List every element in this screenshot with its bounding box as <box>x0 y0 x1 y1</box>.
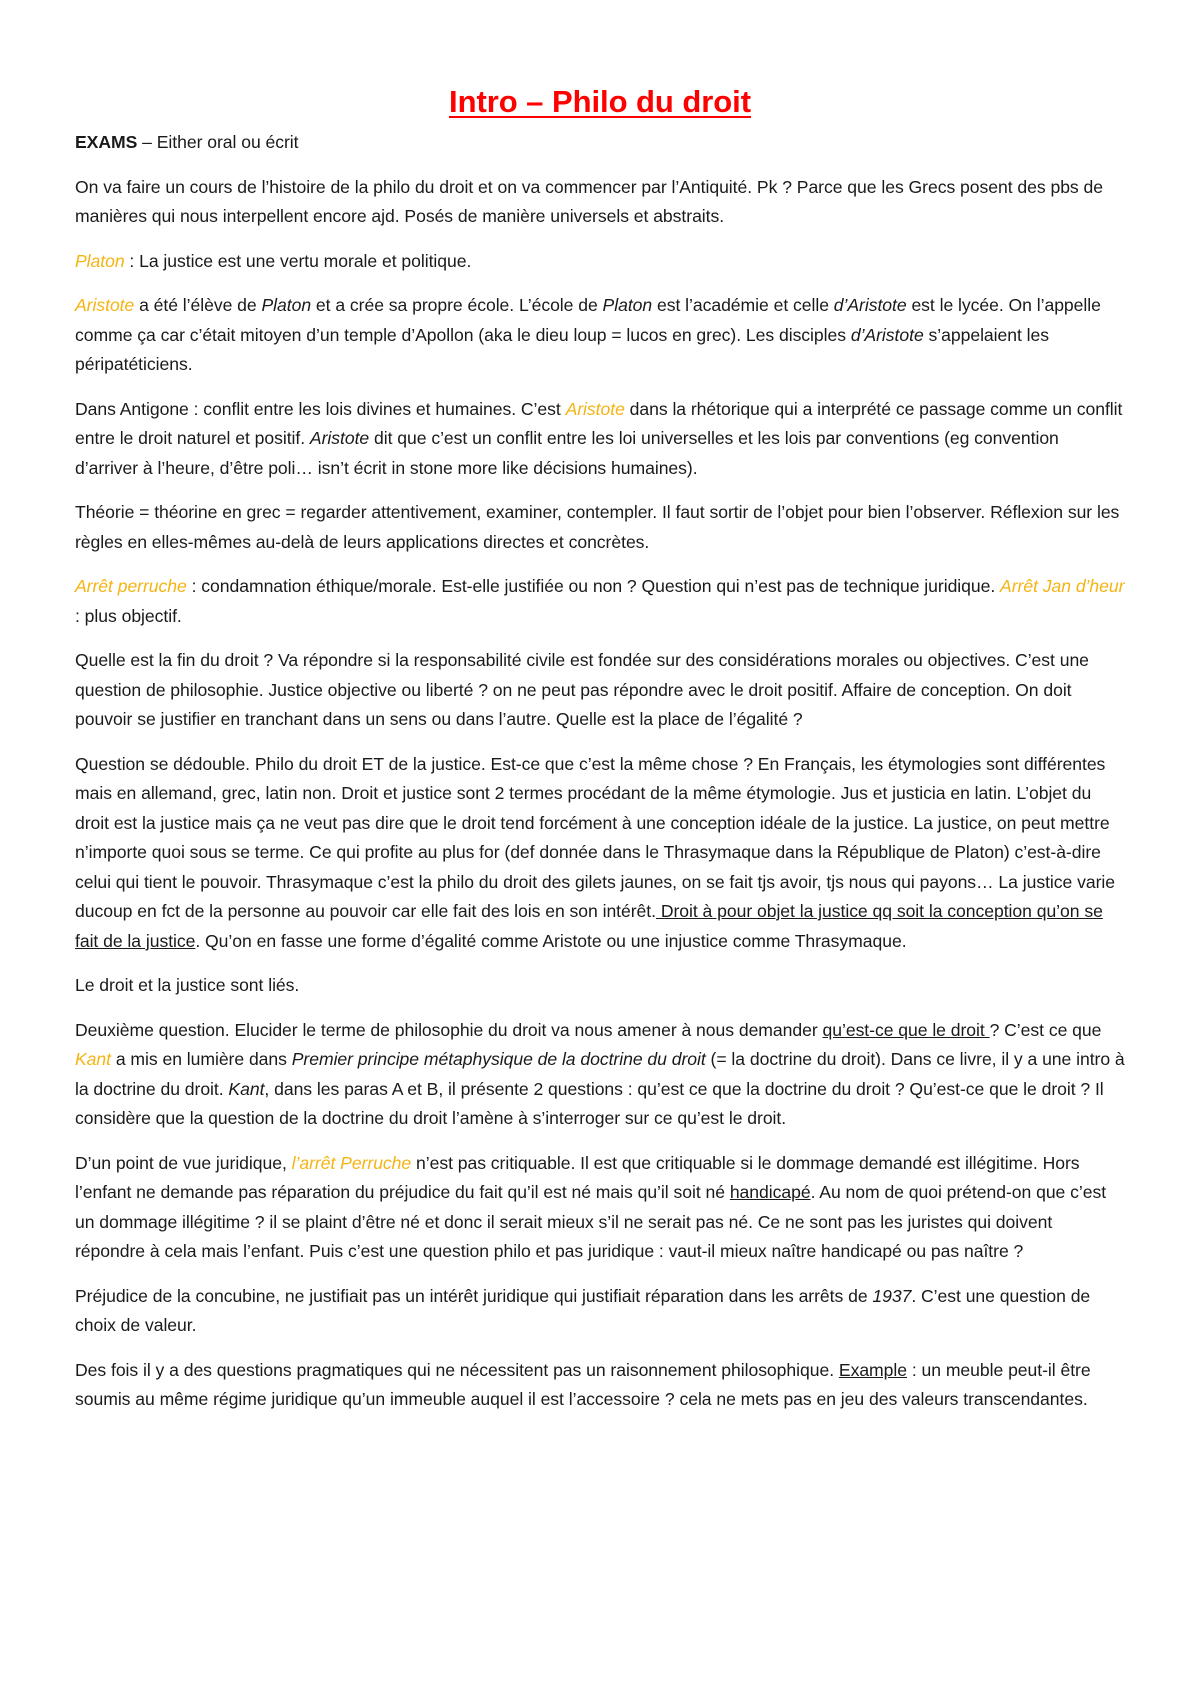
text-span: et a crée sa propre école. L’école de <box>311 295 603 315</box>
text-span: , dans les paras A et B, il présente 2 questions : qu’est ce que la doctrine du droit ? Qu’est-ce que le droit ? Il considère que la question de la doctrine du droit l’amène à s’interroger sur ce qu’est le droit. <box>75 1078 1104 1128</box>
platon-name: Platon <box>75 250 125 271</box>
text-span: . Au nom de quoi prétend-on que c’est un dommage illégitime ? il se plaint d’être né et donc il serait mieux s’il ne serait pas né. Ce ne sont pas les juristes qui doivent répondre à cela mais l’enfant. Puis c’est une question philo et pas juridique : vaut-il mieux naître handicapé ou pas naître ? <box>75 1182 1107 1261</box>
page-title: Intro – Philo du droit <box>449 84 751 119</box>
arret-perruche-name: Arrêt perruche <box>75 576 187 596</box>
aristote-paragraph <box>75 291 1125 380</box>
italic-span: Kant <box>228 1078 265 1099</box>
text-span: Des fois il y a des questions pragmatiques qui ne nécessitent pas un raisonnement philosophique. <box>75 1359 839 1380</box>
arret-jan-name: Arrêt Jan d’heur <box>1000 576 1125 596</box>
underlined-span: Droit à pour objet la justice qq soit la conception qu’on se fait de la justice <box>75 901 1103 951</box>
text-span: D’un point de vue juridique, <box>75 1152 292 1173</box>
text-span: (= la doctrine du droit). Dans ce livre, il y a une intro à la doctrine du droit. <box>75 1049 1125 1099</box>
arret-perruche-name: l’arrêt Perruche <box>291 1152 412 1173</box>
text-span: : un meuble peut-il être soumis au même régime juridique qu’un immeuble auquel il est l’accessoire ? cela ne mets pas en jeu des valeurs transcendantes. <box>75 1359 1091 1409</box>
text-span: : condamnation éthique/morale. Est-elle justifiée ou non ? Question qui n’est pas de technique juridique. <box>186 576 1001 596</box>
kant-name: Kant <box>75 1049 111 1069</box>
theorie-paragraph: Théorie = théorine en grec = regarder attentivement, examiner, contempler. Il faut sortir de l’objet pour bien l’observer. Réflexion sur les règles en elles-mêmes au-delà de leurs applications directes et concrètes. <box>75 502 1120 552</box>
italic-span: Platon <box>602 295 653 315</box>
platon-paragraph <box>75 247 1125 277</box>
text-span: n’est pas critiquable. Il est que critiquable si le dommage demandé est illégitime. Hors l’enfant ne demande pas réparation du préjudice du fait qu’il est né mais qu’il soit né <box>75 1152 1080 1202</box>
text-span: dans la rhétorique qui a interprété ce passage comme un conflit entre le droit naturel et positif. <box>75 398 1123 448</box>
fin-du-droit-paragraph: Quelle est la fin du droit ? Va répondre si la responsabilité civile est fondée sur des considérations morales ou objectives. C’est une question de philosophie. Justice objective ou liberté ? on ne peut pas répondre avec le droit positif. Affaire de conception. On doit pouvoir se justifier en tranchant dans un sens ou dans l’autre. Quelle est la place de l’égalité ? <box>75 650 1089 729</box>
text-span: dit que c’est un conflit entre les loi universelles et les lois par conventions (eg convention d’arriver à l’heure, d’être poli… isn’t écrit in stone more like décisions humaines). <box>75 428 1059 478</box>
arret-paragraph <box>75 572 1125 631</box>
italic-span: 1937 <box>872 1285 912 1306</box>
text-span: a mis en lumière dans <box>111 1049 292 1069</box>
concubine-paragraph <box>75 1282 1125 1341</box>
platon-text: : La justice est une vertu morale et politique. <box>124 250 472 271</box>
text-span: Dans Antigone : conflit entre les lois divines et humaines. C’est <box>75 398 566 419</box>
text-span: ? C’est ce que <box>989 1019 1102 1040</box>
text-span: s’appelaient les péripatéticiens. <box>75 324 1050 374</box>
text-span: est le lycée. On l’appelle comme ça car c’était mitoyen d’un temple d’Apollon (aka le dieu loup = lucos en grec). Les disciples <box>75 295 1101 345</box>
underlined-span: qu’est-ce que le droit <box>822 1019 990 1040</box>
droit-justice-paragraph: Le droit et la justice sont liés. <box>75 975 300 995</box>
italic-span: Aristote <box>309 428 370 448</box>
aristote-name: Aristote <box>75 295 135 315</box>
underlined-span: handicapé <box>729 1182 811 1202</box>
text-span: Question se dédouble. Philo du droit ET de la justice. Est-ce que c’est la même chose ? En Français, les étymologies sont différentes mais en allemand, grec, latin non. Droit et justice sont 2 termes procédant de la même étymologie. Jus et justicia en latin. L’objet du droit est la justice mais ça ne veut pas dire que le droit tend forcément à une conception idéale de la justice. La justice, on peut mettre n’importe quoi sous se terme. Ce qui profite au plus for (def donnée dans le Thrasymaque dans la République de Platon) c’est-à-dire celui qui tient le pouvoir. Thrasymaque c’est la philo du droit des gilets jaunes, on se fait tjs avoir, tjs nous qui payons… La justice varie ducoup en fct de la personne au pouvoir car elle fait des lois en son intérêt. <box>75 753 1115 921</box>
italic-span: d’Aristote <box>833 295 907 315</box>
pragmatic-paragraph <box>75 1356 1125 1415</box>
text-span: Deuxième question. Elucider le terme de philosophie du droit va nous amener à nous demander <box>75 1019 823 1040</box>
aristote-name: Aristote <box>565 398 625 419</box>
italic-span: d’Aristote <box>850 324 924 345</box>
underlined-span: Example <box>838 1359 907 1380</box>
italic-span: Premier principe métaphysique de la doctrine du droit <box>291 1049 706 1069</box>
text-span: : plus objectif. <box>75 605 182 626</box>
text-span: . Qu’on en fasse une forme d’égalité comme Aristote ou une injustice comme Thrasymaque. <box>195 930 907 951</box>
exams-text: – Either oral ou écrit <box>137 132 299 152</box>
kant-paragraph <box>75 1016 1125 1134</box>
text-span: est l’académie et celle <box>652 295 834 315</box>
document-page <box>75 0 1125 1430</box>
justice-paragraph <box>75 750 1125 957</box>
text-span: a été l’élève de <box>134 295 262 315</box>
intro-paragraph: On va faire un cours de l’histoire de la philo du droit et on va commencer par l’Antiquité. Pk ? Parce que les Grecs posent des pbs de manières qui nous interpellent encore ajd. Posés de manière universels et abstraits. <box>75 176 1103 226</box>
text-span: Préjudice de la concubine, ne justifiait pas un intérêt juridique qui justifiait réparation dans les arrêts de <box>75 1285 873 1306</box>
italic-span: Platon <box>261 295 312 315</box>
antigone-paragraph <box>75 395 1125 484</box>
exams-paragraph <box>75 128 1125 158</box>
exams-label: EXAMS <box>75 132 138 152</box>
text-span: . C’est une question de choix de valeur. <box>75 1285 1091 1335</box>
perruche-paragraph <box>75 1149 1125 1267</box>
